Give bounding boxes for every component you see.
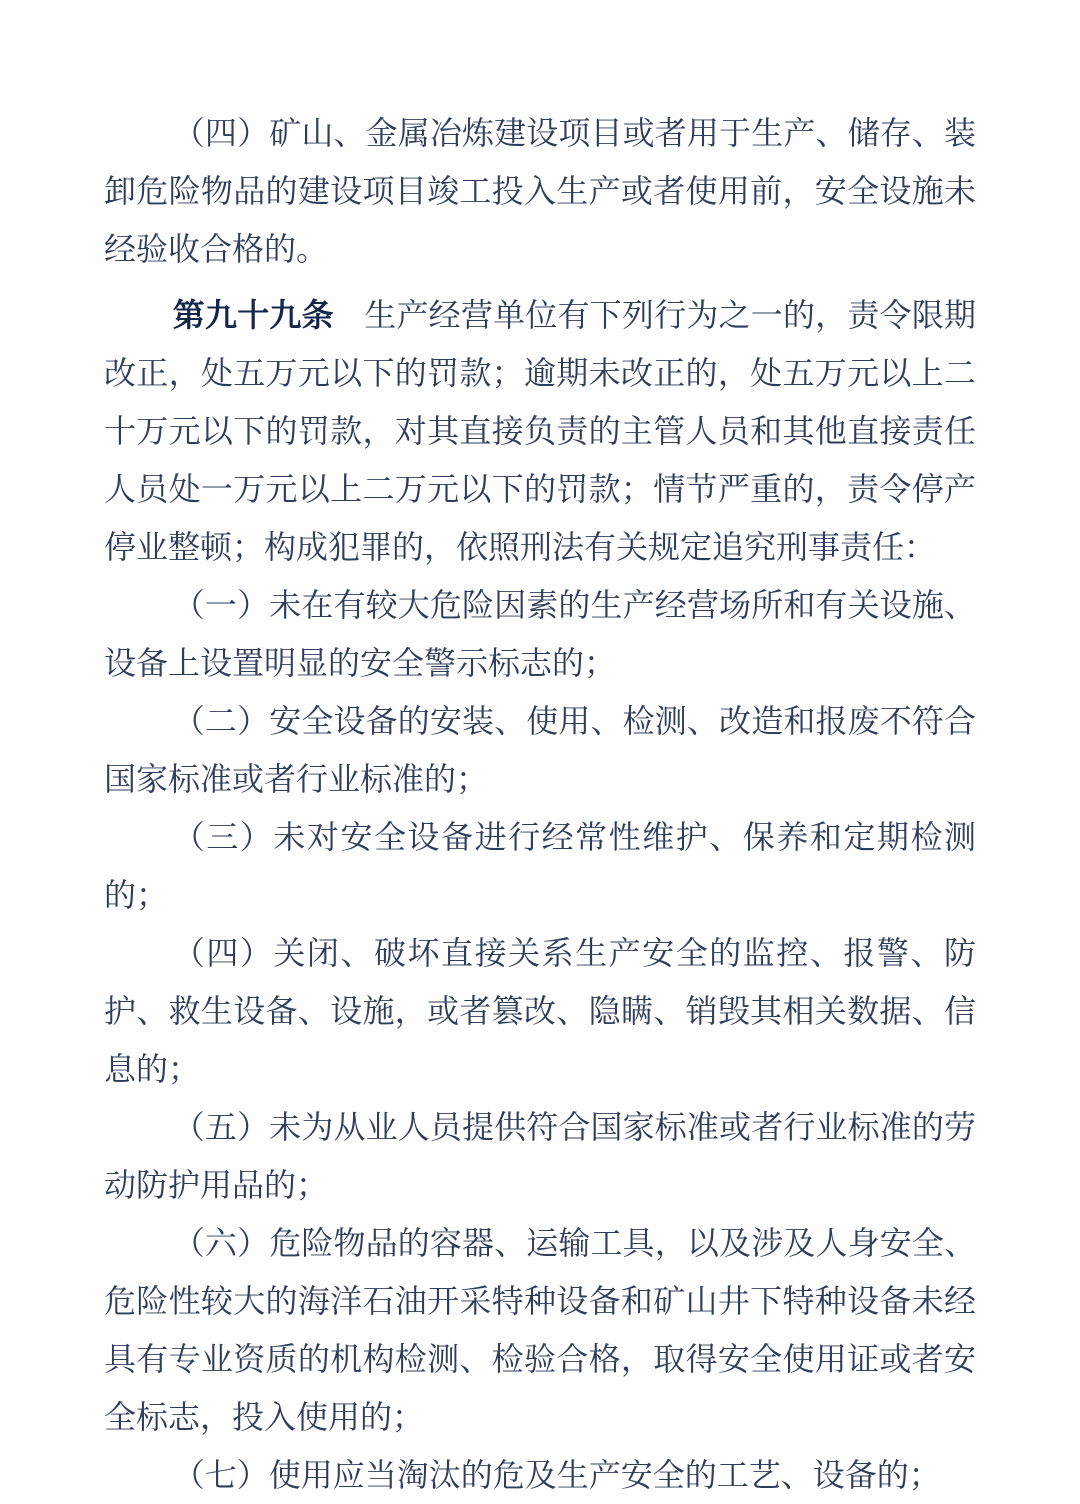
clause-4: （四）关闭、破坏直接关系生产安全的监控、报警、防护、救生设备、设施，或者篡改、隐瞒、销毁其相关数据、信息的；: [104, 935, 976, 1087]
clause-7: （七）使用应当淘汰的危及生产安全的工艺、设备的；: [172, 1457, 941, 1493]
clause-3: （三）未对安全设备进行经常性维护、保养和定期检测的；: [104, 819, 976, 913]
article-99-paragraph: [104, 286, 976, 576]
clause-2: （二）安全设备的安装、使用、检测、改造和报废不符合国家标准或者行业标准的；: [104, 703, 976, 797]
article-99-body-text: 生产经营单位有下列行为之一的，责令限期改正，处五万元以下的罚款；逾期未改正的，处五万元以上二十万元以下的罚款，对其直接负责的主管人员和其他直接责任人员处一万元以上二万元以下的罚款；情节严重的，责令停产停业整顿；构成犯罪的，依照刑法有关规定追究刑事责任：: [104, 297, 976, 565]
clause-4-previous-article: （四）矿山、金属冶炼建设项目或者用于生产、储存、装卸危险物品的建设项目竣工投入生产或者使用前，安全设施未经验收合格的。: [104, 115, 976, 267]
article-99-number: 第九十九条: [172, 297, 334, 333]
clause-1: （一）未在有较大危险因素的生产经营场所和有关设施、设备上设置明显的安全警示标志的；: [104, 587, 976, 681]
clause-5: （五）未为从业人员提供符合国家标准或者行业标准的劳动防护用品的；: [104, 1109, 976, 1203]
clause-6: （六）危险物品的容器、运输工具，以及涉及人身安全、危险性较大的海洋石油开采特种设备和矿山井下特种设备未经具有专业资质的机构检测、检验合格，取得安全使用证或者安全标志，投入使用的；: [104, 1225, 976, 1435]
